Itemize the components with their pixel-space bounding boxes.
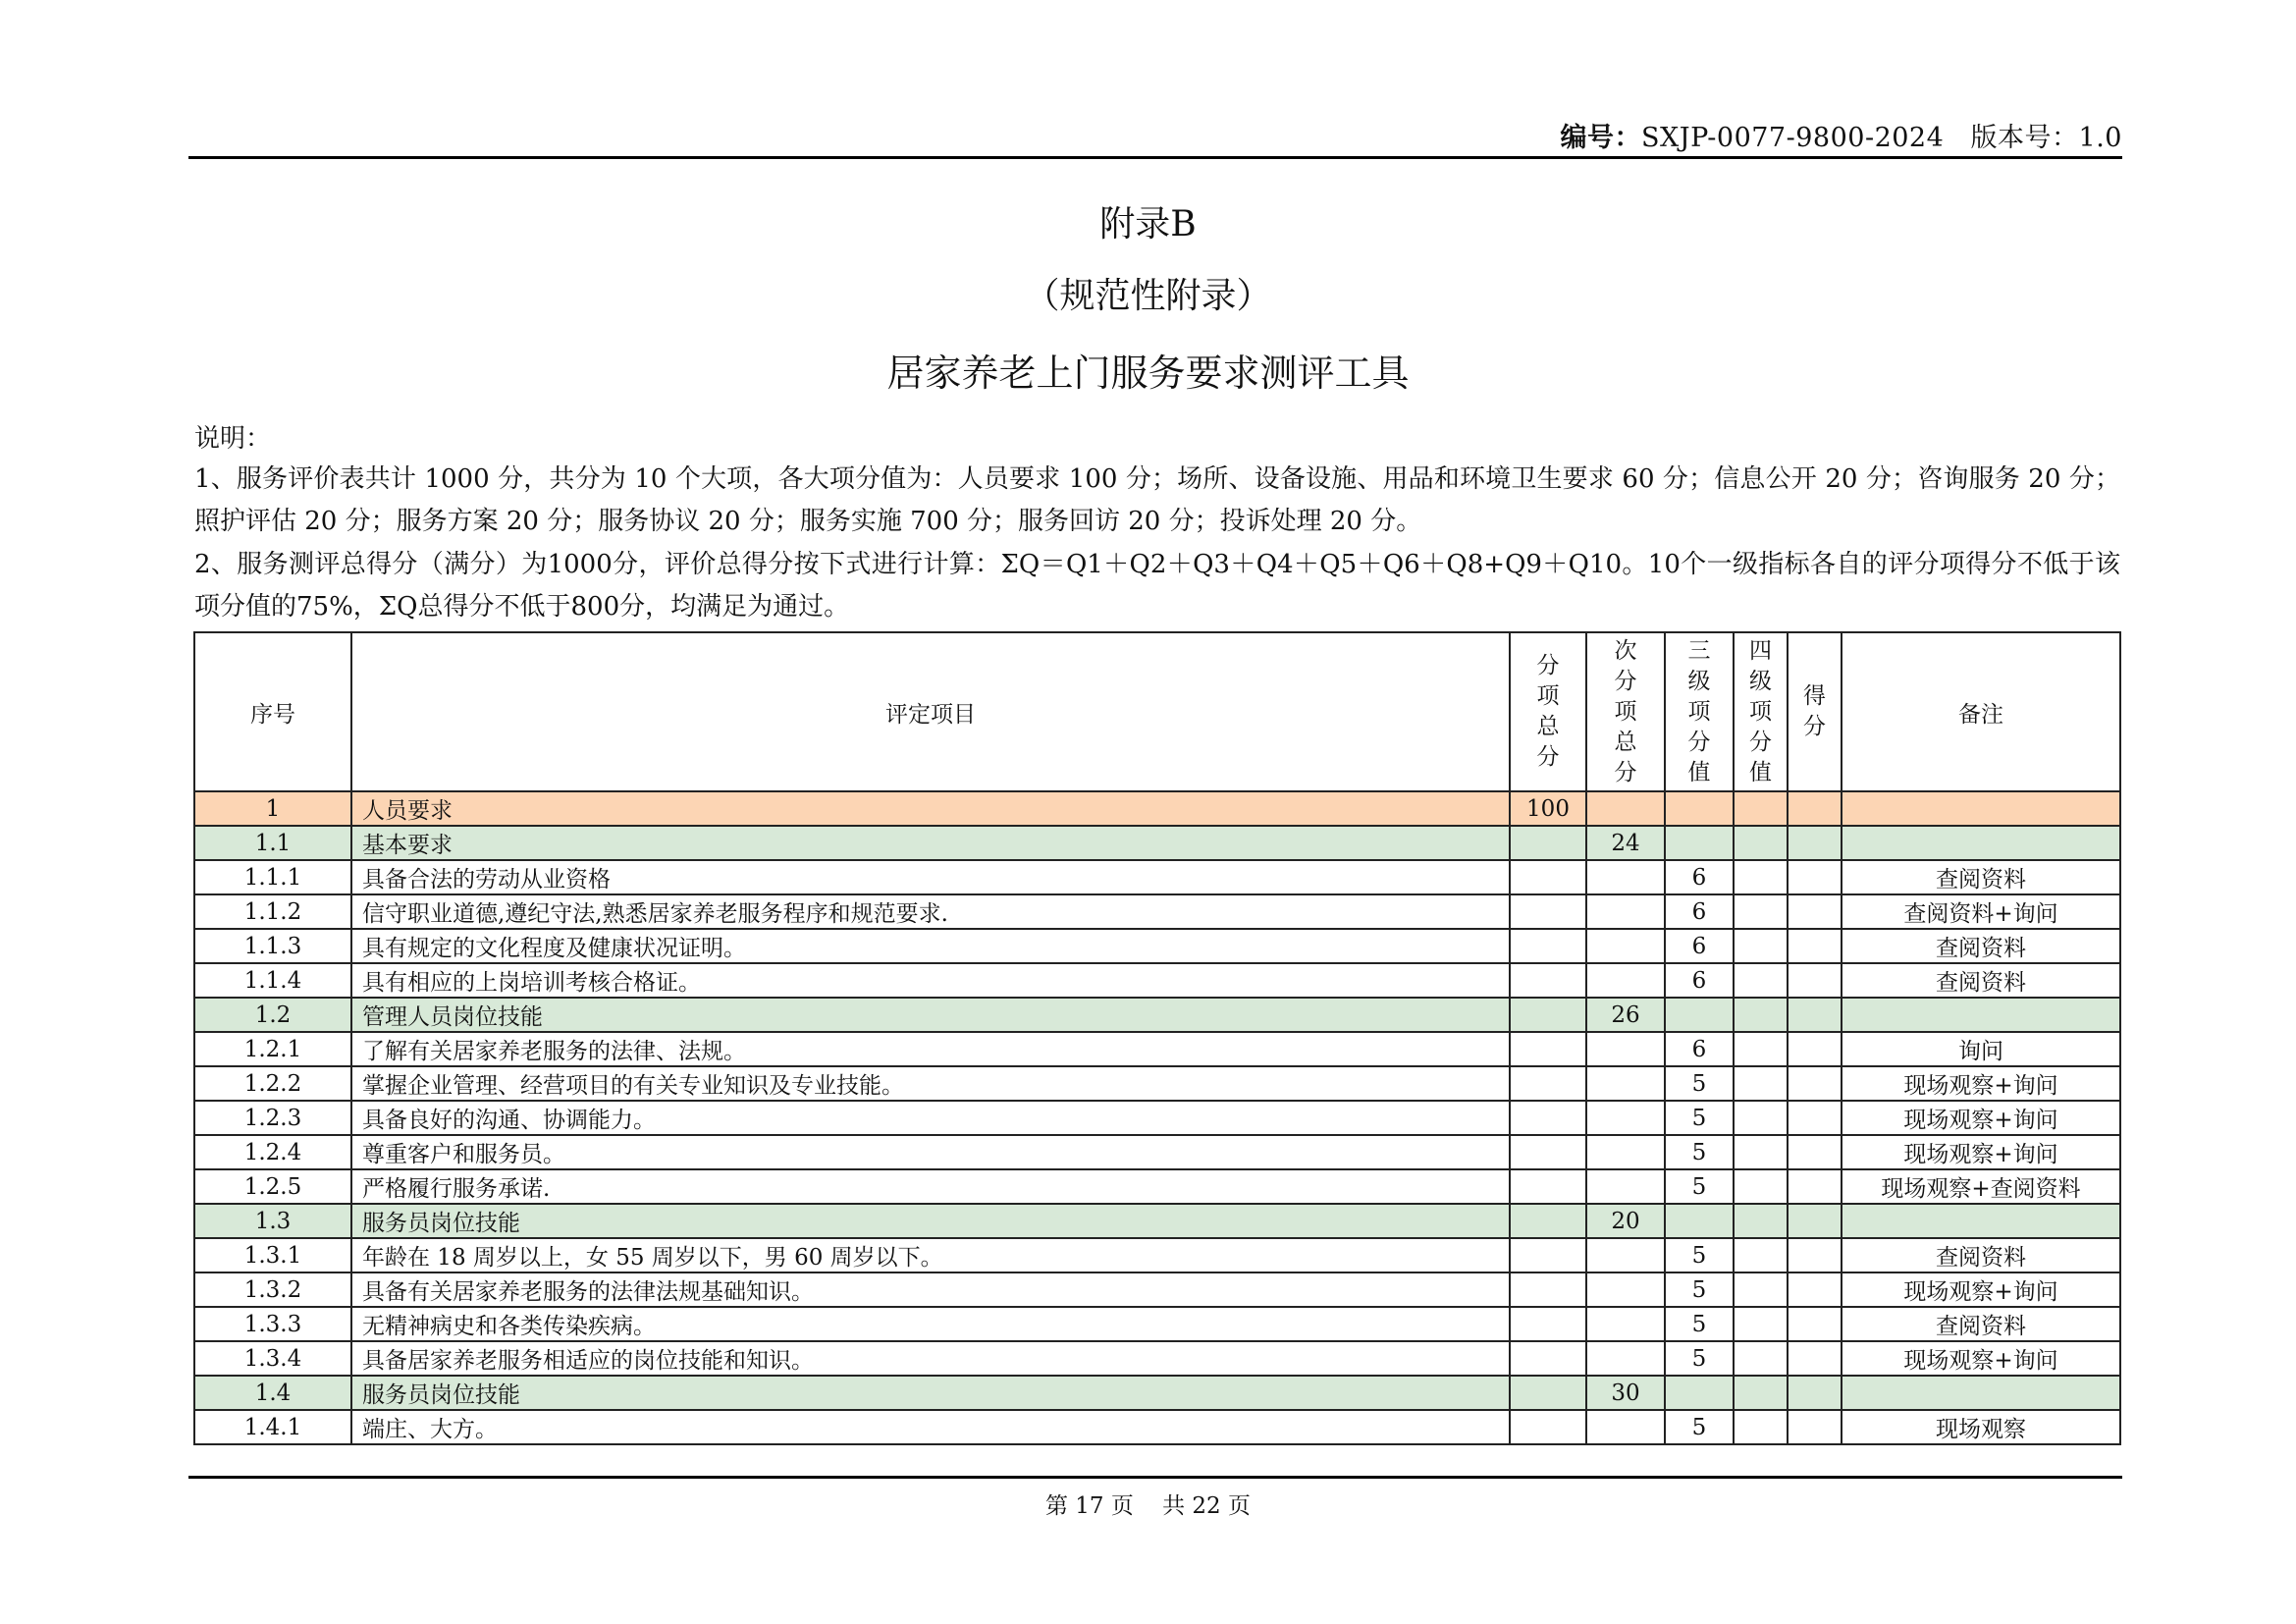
cell-seq: 1.3.4 [194, 1341, 351, 1376]
cell-level4 [1734, 1272, 1788, 1307]
code-label: 编号： [1560, 123, 1642, 153]
header-char: 次 [1614, 637, 1637, 664]
cell-total [1510, 1204, 1586, 1238]
cell-remark: 询问 [1842, 1032, 2120, 1066]
table-row [194, 963, 2120, 998]
cell-item: 具备居家养老服务相适应的岗位技能和知识。 [351, 1341, 1510, 1376]
cell-level3 [1665, 1376, 1734, 1410]
cell-seq: 1.1.1 [194, 860, 351, 894]
table-header-row [194, 632, 2120, 791]
cell-seq: 1.2.5 [194, 1169, 351, 1204]
cell-level4 [1734, 1135, 1788, 1169]
header-char: 分 [1614, 668, 1637, 694]
cell-seq: 1.3.2 [194, 1272, 351, 1307]
cell-sub-total [1586, 1238, 1665, 1272]
header-char: 值 [1749, 759, 1772, 785]
cell-total [1510, 929, 1586, 963]
cell-remark: 现场观察+查阅资料 [1842, 1169, 2120, 1204]
header-char: 分 [1614, 759, 1637, 785]
cell-remark [1842, 826, 2120, 860]
cell-level3: 5 [1665, 1135, 1734, 1169]
notes-label: 说明： [194, 424, 272, 454]
header-char: 项 [1614, 698, 1637, 725]
table-row [194, 1101, 2120, 1135]
header-rule [188, 156, 2122, 159]
cell-score[interactable] [1788, 826, 1842, 860]
subcategory-row [194, 998, 2120, 1032]
footer-rule [188, 1476, 2122, 1479]
cell-remark [1842, 1204, 2120, 1238]
cell-total [1510, 998, 1586, 1032]
cell-remark: 查阅资料 [1842, 1307, 2120, 1341]
page-title: 居家养老上门服务要求测评工具 [886, 352, 1410, 395]
notes-item-2: 2、服务测评总得分（满分）为1000分，评价总得分按下式进行计算：ΣQ＝Q1＋Q2＋Q3＋Q4＋Q5＋Q6＋Q8+Q9＋Q10。10个一级指标各自的评分项得分不低于该项分值的75%，ΣQ总得分不低于800分，均满足为通过。 [194, 550, 2120, 622]
code-value: SXJP-0077-9800-2024 [1641, 123, 1945, 153]
cell-level4 [1734, 1307, 1788, 1341]
cell-item: 管理人员岗位技能 [351, 998, 1510, 1032]
cell-score[interactable] [1788, 860, 1842, 894]
cell-seq: 1.3 [194, 1204, 351, 1238]
cell-score[interactable] [1788, 1032, 1842, 1066]
cell-remark: 现场观察+询问 [1842, 1341, 2120, 1376]
cell-score[interactable] [1788, 998, 1842, 1032]
cell-total: 100 [1510, 791, 1586, 826]
cell-level3: 6 [1665, 1032, 1734, 1066]
header-char: 项 [1687, 698, 1711, 725]
cell-item: 具备有关居家养老服务的法律法规基础知识。 [351, 1272, 1510, 1307]
cell-item: 服务员岗位技能 [351, 1376, 1510, 1410]
cell-item: 严格履行服务承诺. [351, 1169, 1510, 1204]
cell-level3: 6 [1665, 860, 1734, 894]
cell-seq: 1.2.4 [194, 1135, 351, 1169]
cell-total [1510, 1066, 1586, 1101]
header-level4 [1734, 632, 1788, 791]
cell-item: 掌握企业管理、经营项目的有关专业知识及专业技能。 [351, 1066, 1510, 1101]
cell-level3 [1665, 791, 1734, 826]
cell-sub-total: 30 [1586, 1376, 1665, 1410]
page-number: 第 17 页 共 22 页 [1044, 1493, 1252, 1519]
cell-remark: 查阅资料 [1842, 963, 2120, 998]
cell-level4 [1734, 860, 1788, 894]
cell-sub-total [1586, 1101, 1665, 1135]
cell-level3: 5 [1665, 1169, 1734, 1204]
cell-seq: 1.2.1 [194, 1032, 351, 1066]
cell-level4 [1734, 1204, 1788, 1238]
cell-remark [1842, 998, 2120, 1032]
cell-item: 年龄在 18 周岁以上，女 55 周岁以下，男 60 周岁以下。 [351, 1238, 1510, 1272]
header-char: 级 [1749, 668, 1772, 694]
header-char: 得 [1803, 683, 1826, 709]
cell-level3: 5 [1665, 1066, 1734, 1101]
cell-sub-total [1586, 1307, 1665, 1341]
subcategory-row [194, 826, 2120, 860]
header-score [1788, 632, 1842, 791]
cell-remark [1842, 791, 2120, 826]
cell-level3: 6 [1665, 963, 1734, 998]
cell-seq: 1.3.1 [194, 1238, 351, 1272]
table-row [194, 1169, 2120, 1204]
cell-sub-total: 26 [1586, 998, 1665, 1032]
cell-score[interactable] [1788, 1238, 1842, 1272]
header-char: 分 [1536, 744, 1560, 770]
cell-sub-total [1586, 1032, 1665, 1066]
cell-item: 具备合法的劳动从业资格 [351, 860, 1510, 894]
cell-level4 [1734, 929, 1788, 963]
cell-remark: 查阅资料+询问 [1842, 894, 2120, 929]
cell-score[interactable] [1788, 1169, 1842, 1204]
cell-score[interactable] [1788, 1066, 1842, 1101]
cell-total [1510, 963, 1586, 998]
cell-level4 [1734, 894, 1788, 929]
cell-item: 尊重客户和服务员。 [351, 1135, 1510, 1169]
header-char: 分 [1687, 729, 1711, 755]
cell-total [1510, 1135, 1586, 1169]
header-sub-total [1586, 632, 1665, 791]
cell-level4 [1734, 791, 1788, 826]
cell-level3 [1665, 826, 1734, 860]
cell-level4 [1734, 1101, 1788, 1135]
cell-sub-total: 24 [1586, 826, 1665, 860]
cell-score[interactable] [1788, 1204, 1842, 1238]
cell-level3: 6 [1665, 929, 1734, 963]
version-label: 版本号： [1970, 123, 2079, 153]
cell-remark [1842, 1376, 2120, 1410]
cell-seq: 1 [194, 791, 351, 826]
appendix-type: （规范性附录） [1024, 276, 1272, 316]
cell-total [1510, 1032, 1586, 1066]
cell-remark: 查阅资料 [1842, 860, 2120, 894]
cell-score[interactable] [1788, 1135, 1842, 1169]
cell-item: 服务员岗位技能 [351, 1204, 1510, 1238]
cell-sub-total [1586, 1410, 1665, 1444]
cell-level4 [1734, 1169, 1788, 1204]
cell-score[interactable] [1788, 1101, 1842, 1135]
table-row [194, 1032, 2120, 1066]
cell-seq: 1.3.3 [194, 1307, 351, 1341]
cell-level3: 5 [1665, 1410, 1734, 1444]
header-char: 分 [1536, 653, 1560, 678]
cell-total [1510, 1238, 1586, 1272]
subcategory-row [194, 1376, 2120, 1410]
header-char: 总 [1614, 729, 1637, 755]
cell-sub-total: 20 [1586, 1204, 1665, 1238]
cell-total [1510, 1101, 1586, 1135]
version-value: 1.0 [2078, 123, 2122, 153]
table-row [194, 860, 2120, 894]
cell-item: 无精神病史和各类传染疾病。 [351, 1307, 1510, 1341]
cell-level3: 5 [1665, 1307, 1734, 1341]
header-char: 分 [1749, 729, 1772, 755]
table-row [194, 929, 2120, 963]
category-row [194, 791, 2120, 826]
cell-level3: 6 [1665, 894, 1734, 929]
cell-total [1510, 860, 1586, 894]
table-row [194, 1238, 2120, 1272]
table-row [194, 894, 2120, 929]
cell-level4 [1734, 1066, 1788, 1101]
cell-item: 具备良好的沟通、协调能力。 [351, 1101, 1510, 1135]
document-code-header [1561, 116, 2122, 154]
cell-score[interactable] [1788, 791, 1842, 826]
cell-seq: 1.4 [194, 1376, 351, 1410]
header-char: 级 [1687, 668, 1711, 694]
cell-score[interactable] [1788, 1307, 1842, 1341]
cell-sub-total [1586, 929, 1665, 963]
cell-score[interactable] [1788, 1272, 1842, 1307]
header-seq: 序号 [194, 632, 351, 791]
cell-total [1510, 1376, 1586, 1410]
table-row [194, 1135, 2120, 1169]
cell-seq: 1.4.1 [194, 1410, 351, 1444]
cell-level4 [1734, 1410, 1788, 1444]
cell-level3: 5 [1665, 1101, 1734, 1135]
cell-score[interactable] [1788, 929, 1842, 963]
cell-sub-total [1586, 963, 1665, 998]
notes-item-1: 1、服务评价表共计 1000 分，共分为 10 个大项，各大项分值为：人员要求 100 分；场所、设备设施、用品和环境卫生要求 60 分；信息公开 20 分；咨询服务 20 分；照护评估 20 分；服务方案 20 分；服务协议 20 分；服务实施 700 分；服务回访 20 分；投诉处理 20 分。 [194, 464, 2120, 536]
cell-sub-total [1586, 791, 1665, 826]
cell-seq: 1.1.4 [194, 963, 351, 998]
table-row [194, 1272, 2120, 1307]
evaluation-table [193, 631, 2121, 1445]
cell-total [1510, 1307, 1586, 1341]
cell-level3 [1665, 998, 1734, 1032]
cell-remark: 现场观察+询问 [1842, 1066, 2120, 1101]
cell-remark: 查阅资料 [1842, 1238, 2120, 1272]
cell-score[interactable] [1788, 1410, 1842, 1444]
cell-item: 具有规定的文化程度及健康状况证明。 [351, 929, 1510, 963]
cell-remark: 查阅资料 [1842, 929, 2120, 963]
cell-item: 基本要求 [351, 826, 1510, 860]
cell-sub-total [1586, 1272, 1665, 1307]
cell-level3 [1665, 1204, 1734, 1238]
cell-seq: 1.2.3 [194, 1101, 351, 1135]
cell-total [1510, 1341, 1586, 1376]
cell-level4 [1734, 826, 1788, 860]
cell-seq: 1.2 [194, 998, 351, 1032]
cell-item: 端庄、大方。 [351, 1410, 1510, 1444]
appendix-title: 附录B [1099, 204, 1197, 244]
cell-sub-total [1586, 1135, 1665, 1169]
cell-score[interactable] [1788, 894, 1842, 929]
header-char: 分 [1803, 714, 1826, 739]
header-item: 评定项目 [351, 632, 1510, 791]
cell-remark: 现场观察 [1842, 1410, 2120, 1444]
cell-total [1510, 826, 1586, 860]
cell-remark: 现场观察+询问 [1842, 1101, 2120, 1135]
cell-sub-total [1586, 1169, 1665, 1204]
cell-sub-total [1586, 1066, 1665, 1101]
cell-level4 [1734, 1341, 1788, 1376]
cell-item: 人员要求 [351, 791, 1510, 826]
subcategory-row [194, 1204, 2120, 1238]
cell-level4 [1734, 963, 1788, 998]
cell-sub-total [1586, 894, 1665, 929]
header-char: 值 [1687, 759, 1711, 785]
cell-level4 [1734, 1032, 1788, 1066]
header-char: 总 [1536, 714, 1560, 739]
cell-total [1510, 1410, 1586, 1444]
header-remark: 备注 [1842, 632, 2120, 791]
header-char: 四 [1749, 637, 1772, 664]
cell-remark: 现场观察+询问 [1842, 1272, 2120, 1307]
header-total [1510, 632, 1586, 791]
cell-score[interactable] [1788, 1341, 1842, 1376]
cell-item: 信守职业道德,遵纪守法,熟悉居家养老服务程序和规范要求. [351, 894, 1510, 929]
cell-seq: 1.1.2 [194, 894, 351, 929]
cell-total [1510, 1272, 1586, 1307]
cell-level4 [1734, 1376, 1788, 1410]
header-level3 [1665, 632, 1734, 791]
header-char: 项 [1536, 683, 1560, 709]
cell-seq: 1.1.3 [194, 929, 351, 963]
cell-sub-total [1586, 860, 1665, 894]
cell-item: 具有相应的上岗培训考核合格证。 [351, 963, 1510, 998]
cell-level3: 5 [1665, 1341, 1734, 1376]
cell-seq: 1.2.2 [194, 1066, 351, 1101]
table-row [194, 1410, 2120, 1444]
cell-level4 [1734, 998, 1788, 1032]
cell-item: 了解有关居家养老服务的法律、法规。 [351, 1032, 1510, 1066]
cell-remark: 现场观察+询问 [1842, 1135, 2120, 1169]
cell-total [1510, 894, 1586, 929]
cell-level3: 5 [1665, 1238, 1734, 1272]
cell-score[interactable] [1788, 963, 1842, 998]
table-row [194, 1307, 2120, 1341]
cell-level4 [1734, 1238, 1788, 1272]
header-char: 三 [1687, 637, 1711, 664]
cell-level3: 5 [1665, 1272, 1734, 1307]
cell-seq: 1.1 [194, 826, 351, 860]
cell-score[interactable] [1788, 1376, 1842, 1410]
table-row [194, 1341, 2120, 1376]
cell-sub-total [1586, 1341, 1665, 1376]
cell-total [1510, 1169, 1586, 1204]
header-char: 项 [1749, 698, 1772, 725]
table-row [194, 1066, 2120, 1101]
